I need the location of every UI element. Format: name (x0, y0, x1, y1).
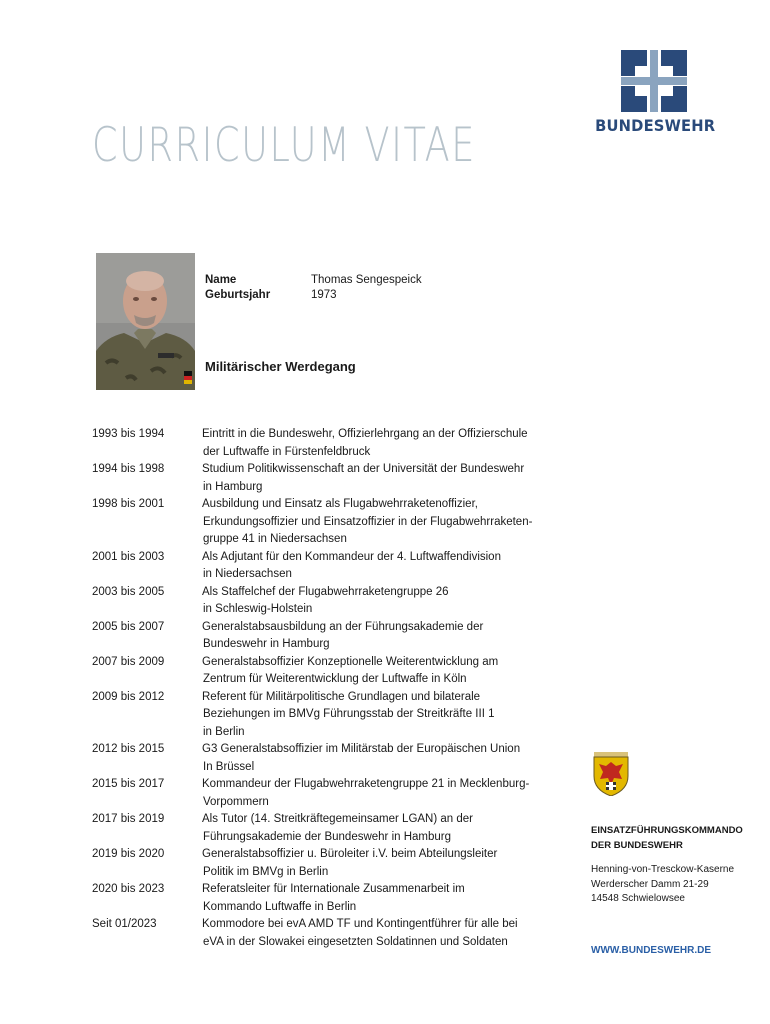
career-entry (92, 846, 562, 881)
career-period: 2015 bis 2017 (92, 778, 165, 790)
career-entry (92, 619, 562, 654)
logo-text: BUNDESWEHR (595, 116, 716, 135)
unit-line-2: DER BUNDESWEHR (591, 840, 683, 851)
career-description-line: in Schleswig-Holstein (203, 603, 313, 615)
career-description (202, 549, 562, 584)
career-description-line: Erkundungsoffizier und Einsatzoffizier in der Flugabwehrraketen- (203, 515, 533, 528)
career-entry (92, 881, 562, 916)
address-line-1: Henning-von-Tresckow-Kaserne (591, 864, 735, 875)
career-description (202, 426, 562, 461)
career-description-line: Generalstabsoffizier Konzeptionelle Weiterentwicklung am (202, 655, 499, 668)
birth-year-row (205, 288, 422, 303)
career-description (202, 741, 562, 776)
career-description-line: Kommando Luftwaffe in Berlin (203, 900, 357, 913)
career-entry (92, 426, 562, 461)
career-description (202, 461, 562, 496)
eagle-crest-icon (592, 752, 630, 796)
career-period: 2003 bis 2005 (92, 585, 165, 598)
career-description-line: Kommandeur der Flugabwehrraketengruppe 21 in Mecklenburg- (202, 778, 530, 790)
career-description (202, 881, 562, 916)
section-heading: Militärischer Werdegang (205, 359, 356, 374)
career-entry (92, 776, 562, 811)
career-description-line: Ausbildung und Einsatz als Flugabwehrraketenoffizier, (202, 498, 478, 510)
address-line-3: 14548 Schwielowsee (591, 893, 685, 904)
career-description-line: in Niedersachsen (203, 568, 292, 580)
career-description-line: in Berlin (203, 725, 245, 738)
address (591, 863, 734, 907)
career-description (202, 811, 562, 846)
career-description-line: Bundeswehr in Hamburg (203, 638, 330, 650)
name-row (205, 273, 422, 288)
career-description-line: Politik im BMVg in Berlin (203, 865, 329, 878)
career-period: 2020 bis 2023 (92, 883, 165, 895)
career-entry (92, 496, 562, 549)
career-description-line: eVA in der Slowakei eingesetzten Soldatinnen und Soldaten (203, 935, 508, 948)
career-period: 2001 bis 2003 (92, 550, 165, 563)
career-description (202, 619, 562, 654)
iron-cross-icon (621, 50, 687, 112)
career-entry (92, 811, 562, 846)
career-period: 2005 bis 2007 (92, 620, 165, 633)
career-description (202, 689, 562, 742)
birth-year-value: 1973 (311, 289, 337, 301)
career-description-line: Als Adjutant für den Kommandeur der 4. Luftwaffendivision (202, 550, 501, 563)
unit-line-1: EINSATZFÜHRUNGSKOMMANDO (591, 825, 743, 836)
career-period: 2009 bis 2012 (92, 690, 165, 703)
name-value: Thomas Sengespeick (311, 274, 422, 286)
career-entry (92, 461, 562, 496)
career-description-line: gruppe 41 in Niedersachsen (203, 533, 347, 545)
career-description-line: In Brüssel (203, 760, 255, 773)
name-label: Name (205, 274, 237, 286)
career-description-line: in Hamburg (203, 480, 263, 493)
career-period: 1998 bis 2001 (92, 498, 165, 510)
website-link[interactable]: WWW.BUNDESWEHR.DE (591, 945, 711, 956)
career-description-line: Studium Politikwissenschaft an der Universität der Bundeswehr (202, 463, 525, 475)
page-title: CURRICULUM VITAE (92, 118, 476, 173)
career-list (92, 426, 562, 951)
career-description-line: Generalstabsausbildung an der Führungsakademie der (202, 620, 484, 633)
career-entry (92, 916, 562, 951)
career-description-line: Kommodore bei evA AMD TF und Kontingentführer für alle bei (202, 918, 518, 930)
career-description-line: Generalstabsoffizier u. Büroleiter i.V. beim Abteilungsleiter (202, 848, 498, 860)
career-description-line: Führungsakademie der Bundeswehr in Hamburg (203, 830, 452, 843)
address-line-2: Werderscher Damm 21-29 (591, 878, 709, 890)
career-period: Seit 01/2023 (92, 918, 157, 930)
career-period: 2017 bis 2019 (92, 813, 165, 825)
career-description (202, 584, 562, 619)
career-description-line: Beziehungen im BMVg Führungsstab der Streitkräfte III 1 (203, 708, 495, 720)
bundeswehr-logo (590, 50, 718, 135)
career-description-line: Eintritt in die Bundeswehr, Offizierlehrgang an der Offizierschule (202, 428, 528, 440)
career-entry (92, 654, 562, 689)
career-period: 1994 bis 1998 (92, 463, 165, 475)
career-description (202, 916, 562, 951)
career-description-line: Vorpommern (203, 795, 269, 808)
career-period: 2012 bis 2015 (92, 743, 165, 755)
career-description (202, 776, 562, 811)
career-period: 2007 bis 2009 (92, 655, 165, 668)
career-description-line: Als Tutor (14. Streitkräftegemeinsamer LGAN) an der (202, 813, 473, 825)
personal-info (205, 273, 422, 303)
career-description-line: Als Staffelchef der Flugabwehrraketengruppe 26 (202, 585, 449, 598)
career-entry (92, 689, 562, 742)
career-description-line: Referatsleiter für Internationale Zusammenarbeit im (202, 883, 465, 895)
career-description (202, 496, 562, 549)
career-description (202, 846, 562, 881)
unit-name (591, 823, 743, 853)
birth-year-label: Geburtsjahr (205, 289, 271, 301)
career-period: 1993 bis 1994 (92, 428, 165, 440)
career-description-line: Referent für Militärpolitische Grundlagen und bilaterale (202, 690, 481, 703)
career-period: 2019 bis 2020 (92, 848, 165, 860)
career-entry (92, 549, 562, 584)
portrait-photo (96, 253, 195, 390)
career-entry (92, 741, 562, 776)
career-description-line: Zentrum für Weiterentwicklung der Luftwaffe in Köln (203, 673, 467, 685)
career-description (202, 654, 562, 689)
career-entry (92, 584, 562, 619)
career-description-line: G3 Generalstabsoffizier im Militärstab der Europäischen Union (202, 743, 521, 755)
career-description-line: der Luftwaffe in Fürstenfeldbruck (203, 445, 371, 458)
